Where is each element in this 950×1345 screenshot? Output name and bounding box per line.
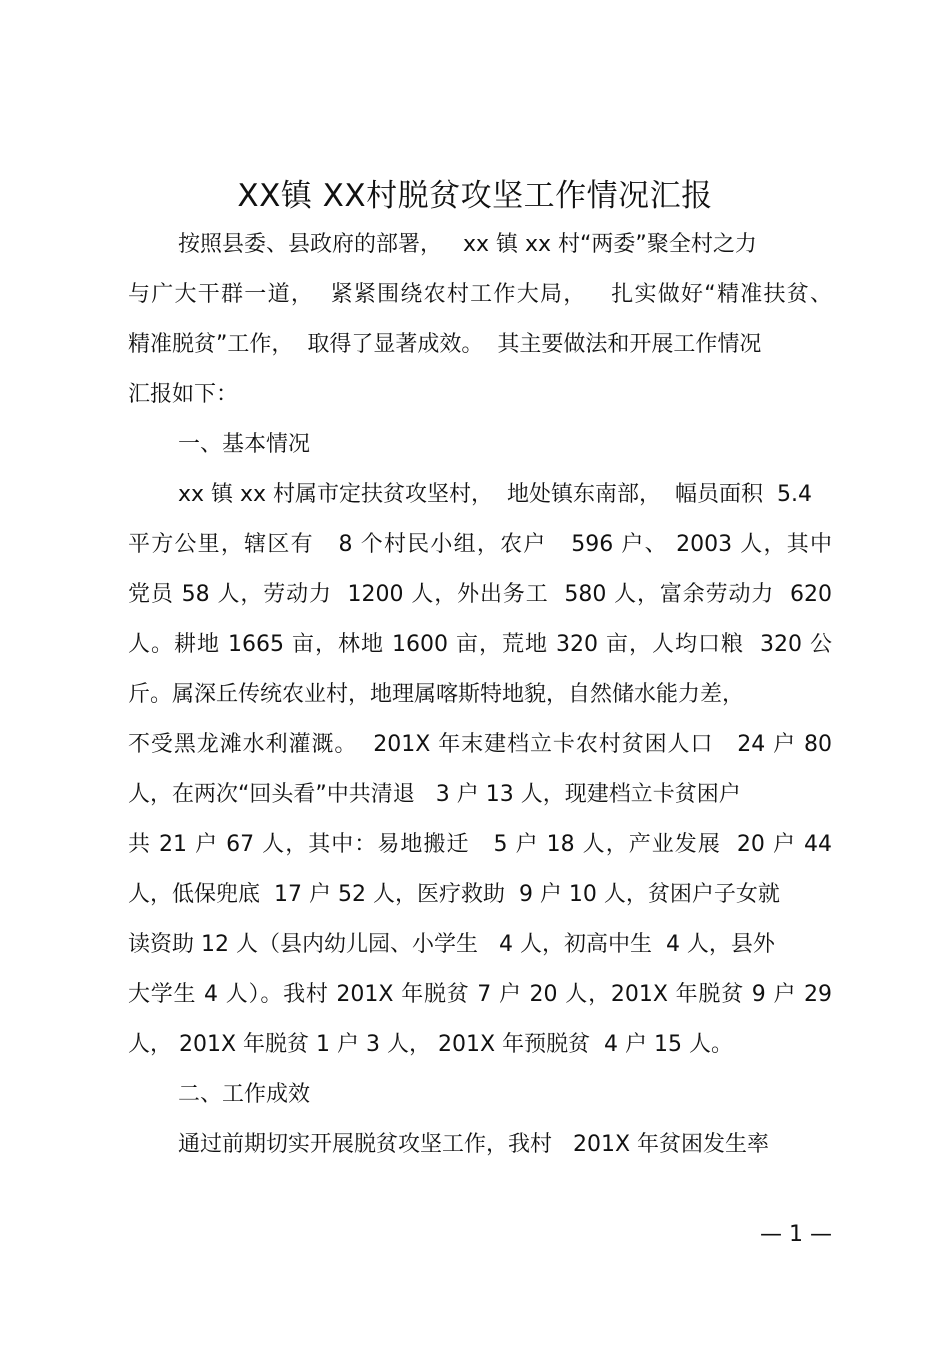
- paragraph-line: 通过前期切实开展脱贫攻坚工作，我村 201X 年贫困发生率: [178, 1132, 770, 1157]
- paragraph-line: xx 镇 xx 村属市定扶贫攻坚村， 地处镇东南部， 幅员面积 5.4: [178, 482, 813, 507]
- paragraph-line: 斤。属深丘传统农业村，地理属喀斯特地貌，自然储水能力差，: [128, 682, 745, 707]
- section-heading: 二、工作成效: [178, 1082, 311, 1107]
- paragraph-line: 按照县委、县政府的部署， xx 镇 xx 村“两委”聚全村之力: [178, 232, 757, 257]
- paragraph-line: 平方公里，辖区有 8 个村民小组，农户 596 户、 2003 人，其中: [128, 532, 832, 557]
- paragraph-line: 人，低保兜底 17 户 52 人，医疗救助 9 户 10 人，贫困户子女就: [128, 882, 780, 907]
- paragraph-line: 党员 58 人，劳动力 1200 人，外出务工 580 人，富余劳动力 620: [128, 582, 832, 607]
- paragraph-line: 人，在两次“回头看”中共清退 3 户 13 人，现建档立卡贫困户: [128, 782, 741, 807]
- paragraph-line: 人。耕地 1665 亩，林地 1600 亩，荒地 320 亩，人均口粮 320 公: [128, 632, 832, 657]
- page-number: — 1 —: [760, 1222, 832, 1247]
- paragraph-line: 与广大干群一道， 紧紧围绕农村工作大局， 扎实做好“精准扶贫、: [128, 282, 832, 307]
- paragraph-line: 不受黑龙滩水利灌溉。 201X 年末建档立卡农村贫困人口 24 户 80: [128, 732, 832, 757]
- paragraph-line: 人， 201X 年脱贫 1 户 3 人， 201X 年预脱贫 4 户 15 人。: [128, 1032, 734, 1057]
- paragraph-line: 汇报如下：: [128, 382, 239, 407]
- paragraph-line: 精准脱贫”工作， 取得了显著成效。 其主要做法和开展工作情况: [128, 332, 762, 357]
- document-title: XX镇 XX村脱贫攻坚工作情况汇报: [237, 178, 713, 214]
- paragraph-line: 大学生 4 人）。我村 201X 年脱贫 7 户 20 人，201X 年脱贫 9 户 29: [128, 982, 832, 1007]
- paragraph-line: 共 21 户 67 人，其中：易地搬迁 5 户 18 人，产业发展 20 户 44: [128, 832, 832, 857]
- paragraph-line: 读资助 12 人（县内幼儿园、小学生 4 人，初高中生 4 人，县外: [128, 932, 775, 957]
- section-heading: 一、基本情况: [178, 432, 311, 457]
